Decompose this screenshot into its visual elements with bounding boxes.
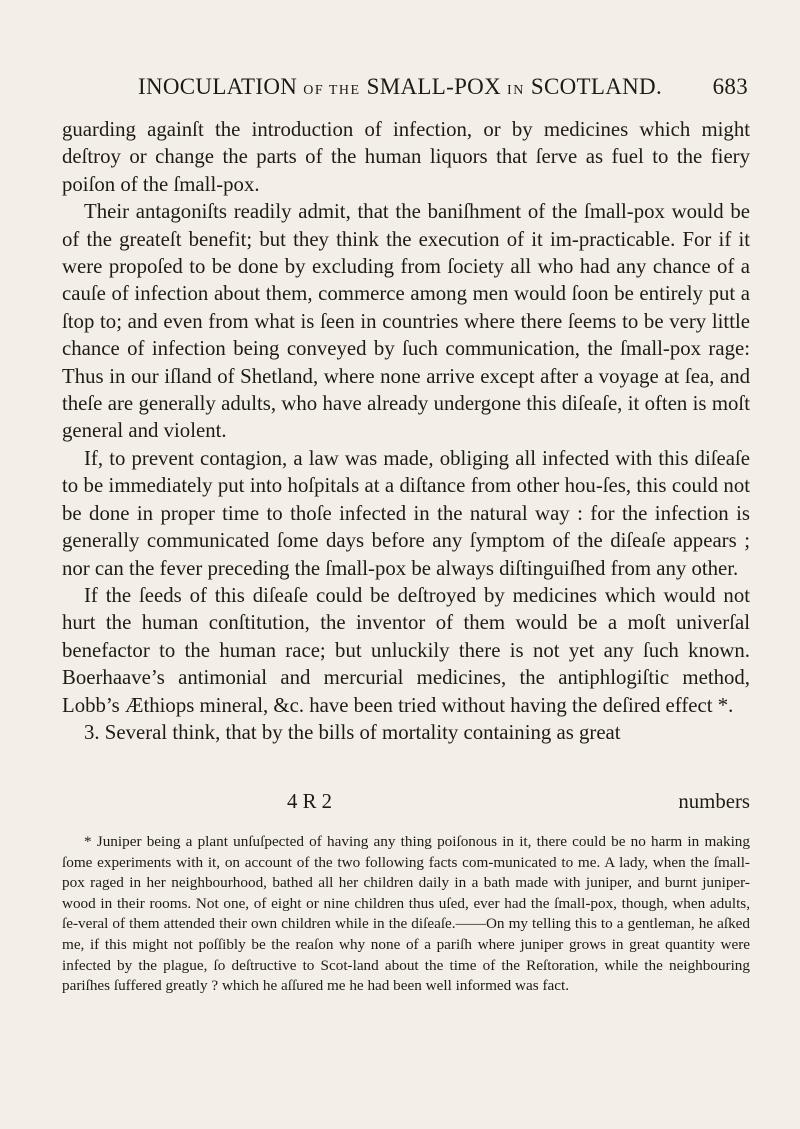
catchword: numbers [678,790,750,813]
footnote-text: * Juniper being a plant unſuſpected of having any thing poiſonous in it, there could be no harm in making ſome experiments with it, on account of the two following facts com-municated to me. A lady, when the ſmall-pox raged in her neighbourhood, bathed all her children daily in a bath made with juniper, and burnt juniper-wood in their rooms. Not one, of eight or nine children thus uſed, ever had the ſmall-pox, though, when adults, ſe-veral of them attended their own children while in the diſeaſe.——On my telling this to a gentleman, he aſked me, if this might not poſſibly be the reaſon why none of a pariſh where juniper grows in great quantity were infected by the plague, ſo deſtructive to Scot-land about the time of the Reſtoration, while the neighbouring pariſhes ſuffered greatly ? which he aſſured me he had been well informed was fact. [62,833,750,995]
body-text [62,116,750,746]
footnote [62,832,750,997]
paragraph: 3. Several think, that by the bills of mortality containing as great [84,720,621,744]
paragraph: guarding againſt the introduction of infection, or by medicines which might deſtroy or change the parts of the human liquors that ſerve as fuel to the fiery poiſon of the ſmall-pox. [62,118,750,196]
running-header [138,74,748,100]
header-in: IN [507,83,525,98]
paragraph: Their antagoniſts readily admit, that the baniſhment of the ſmall-pox would be of the greateſt benefit; but they think the execution of it im-practicable. For if it were propoſed to be done by excluding from ſociety all who had any chance of a cauſe of infection about them, commerce among men would ſoon be entirely put a ſtop to; and even from what is ſeen in countries where there ſeems to be very little chance of infection being conveyed by ſuch communication, the ſmall-pox rage: Thus in our iſland of Shetland, where none arrive except after a voyage at ſea, and theſe are generally adults, who have already undergone this diſeaſe, it often is moſt general and violent. [62,200,750,443]
paragraph: If, to prevent contagion, a law was made, obliging all infected with this diſeaſe to be immediately put into hoſpitals at a diſtance from other hou-ſes, this could not be done in proper time to thoſe infected in the natural way : for the infection is generally communicated ſome days before any ſymptom of the diſeaſe appears ; nor can the fever preceding the ſmall-pox be always diſtinguiſhed from any other. [62,446,750,580]
paragraph: If the ſeeds of this diſeaſe could be deſtroyed by medicines which would not hurt the human conſtitution, the inventor of them would be a moſt univerſal benefactor to the human race; but unluckily there is not yet any ſuch known. Boerhaave’s antimonial and mercurial medicines, the antiphlogiſtic method, Lobb’s Æthiops mineral, &c. have been tried without having the deſired effect *. [62,583,750,717]
signature-line [62,790,750,817]
header-title-scotland: SCOTLAND. [530,74,663,99]
signature-mark: 4 R 2 [287,790,333,813]
header-title-inoculation: INOCULATION [138,74,298,99]
header-of-the: OF THE [303,83,361,98]
page-number: 683 [712,74,748,99]
header-title-smallpox: SMALL-POX [366,74,501,99]
